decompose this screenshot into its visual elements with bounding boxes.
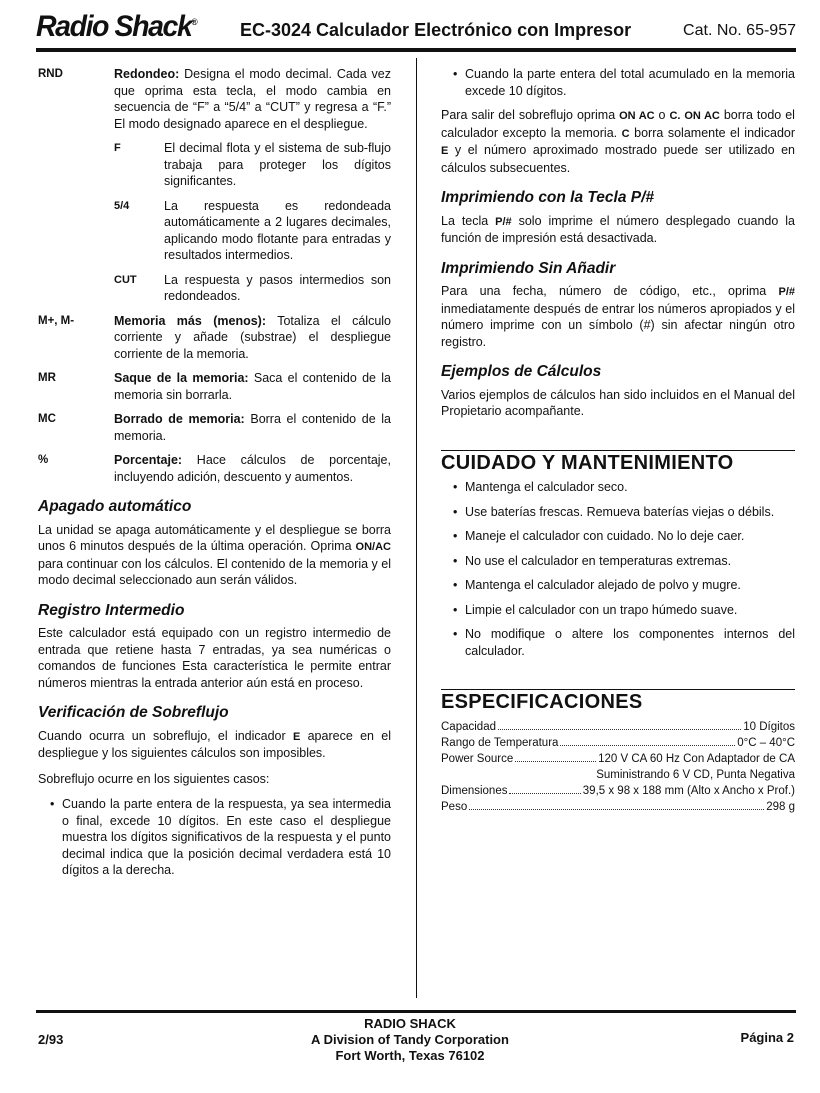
column-divider	[416, 58, 417, 998]
heading-especificaciones: ESPECIFICACIONES	[441, 691, 643, 713]
overflow-indicator-icon: E	[292, 730, 301, 743]
list-item: • Cuando la parte entera del total acumulado en la memoria excede 10 dígitos.	[441, 66, 795, 99]
list-item: • Cuando la parte entera de la respuesta, ya sea intermedia o final, excede 10 dígitos. En este caso el despliegue muestra los dígitos significativos de la respuesta y el punto decimal indica que la posición decimal verdadera está 10 dígitos a la derecha.	[38, 796, 391, 879]
spec-row: Rango de Temperatura 0°C – 40°C	[441, 736, 795, 749]
para-salir: Para salir del sobreflujo oprima ON AC o C. ON AC borra todo el calculador excepto la memoria. C borra solamente el indicador E y el número aproximado mostrado puede ser utilizado en cálculos subsecuentes.	[441, 108, 796, 175]
spec-row: Peso 298 g	[441, 800, 795, 813]
list-item: • No modifique o altere los componentes internos del calculador.	[441, 626, 795, 659]
document-title: EC-3024 Calculador Electrónico con Impresor	[240, 20, 632, 40]
def-54: 5/4 La respuesta es redondeada automáticamente a 2 lugares decimales, aplicando modo flotante para entradas y resultados intermedios.	[114, 198, 391, 262]
def-mplus: M+, M- Memoria más (menos): Totaliza el cálculo corriente y añade (substrae) el despliegue corriente de la memoria.	[38, 313, 392, 361]
def-cut: CUT La respuesta y pasos intermedios son redondeados.	[114, 272, 391, 303]
def-rnd: RND Redondeo: Designa el modo decimal. Cada vez que oprima esta tecla, el modo cambia en secuencia de “F” a “5/4” a “CUT” y regresa a “F.” El modo designado aparece en el despliegue.	[38, 67, 391, 131]
heading-registro: Registro Intermedio	[38, 601, 185, 619]
heading-imprimiendo-tecla: Imprimiendo con la Tecla P/#	[441, 189, 655, 206]
left-column	[38, 66, 391, 887]
page-number: Página 2	[740, 1030, 794, 1045]
footer-rule	[36, 1010, 796, 1013]
para-ejemplos: Varios ejemplos de cálculos han sido incluidos en el Manual del Propietario acompañante.	[441, 387, 795, 418]
header-rule	[36, 48, 796, 52]
list-item: • Maneje el calculador con cuidado. No lo deje caer.	[441, 528, 795, 545]
para-registro: Este calculador está equipado con un registro intermedio de entrada que retiene hasta 7 entradas, ya sea numéricas o comandos de funciones Esta característica le permite entrar números mientras la entrada anterior aún está en proceso.	[38, 626, 391, 690]
page-header	[36, 10, 796, 50]
radio-shack-logo: Radio Shack®	[36, 10, 197, 43]
def-f: F El decimal flota y el sistema de sub-flujo trabaja para proteger los dígitos significantes.	[114, 141, 391, 188]
spec-row: Capacidad 10 Dígitos	[441, 720, 795, 733]
heading-cuidado: CUIDADO Y MANTENIMIENTO	[441, 451, 734, 474]
section-rule	[441, 689, 795, 690]
list-item: • No use el calculador en temperaturas extremas.	[441, 553, 795, 570]
para-imprimiendo-tecla: La tecla P/# solo imprime el número desplegado cuando la función de impresión está desactivada.	[441, 213, 795, 245]
overflow-list-cont	[441, 66, 795, 99]
def-percent: % Porcentaje: Hace cálculos de porcentaje, incluyendo adición, descuento y aumentos.	[38, 453, 391, 484]
spec-table	[441, 719, 795, 815]
heading-imprimiendo-sin: Imprimiendo Sin Añadir	[441, 259, 616, 277]
def-mr: MR Saque de la memoria: Saca el contenido de la memoria sin borrarla.	[38, 371, 391, 402]
catalog-number: Cat. No. 65-957	[683, 22, 796, 39]
list-item: • Limpie el calculador con un trapo húmedo suave.	[441, 602, 795, 619]
list-item: • Mantenga el calculador alejado de polvo y mugre.	[441, 577, 795, 594]
heading-apagado: Apagado automático	[38, 498, 192, 515]
spec-row: Dimensiones 39,5 x 98 x 188 mm (Alto x Ancho x Prof.)	[441, 784, 795, 797]
def-mc: MC Borrado de memoria: Borra el contenido de la memoria.	[38, 412, 391, 443]
para-imprimiendo-sin: Para una fecha, número de código, etc., oprima P/# inmediatamente después de entrar los números apropiados y el número imprime con un símbolo (#) sin afectar ningún otro registro.	[441, 284, 795, 349]
spec-row: Power Source 120 V CA 60 Hz Con Adaptador de CA	[441, 752, 795, 765]
list-item: • Mantenga el calculador seco.	[441, 479, 795, 496]
right-column	[441, 66, 795, 815]
spec-row-cont: Suministrando 6 V CD, Punta Negativa	[596, 768, 795, 781]
footer-company: RADIO SHACK A Division of Tandy Corporation Fort Worth, Texas 76102	[311, 1016, 509, 1063]
footer-date: 2/93	[38, 1032, 64, 1047]
list-item: • Use baterías frescas. Remueva baterías viejas o débils.	[441, 504, 795, 521]
para-sobreflujo-casos: Sobreflujo ocurre en los siguientes casos:	[38, 771, 270, 786]
overflow-list	[38, 796, 391, 879]
section-rule	[441, 450, 795, 451]
heading-sobreflujo: Verificación de Sobreflujo	[38, 704, 229, 721]
para-sobreflujo: Cuando ocurra un sobreflujo, el indicador E aparece en el despliegue y los siguientes cálculos son imposibles.	[38, 728, 391, 760]
para-apagado: La unidad se apaga automáticamente y el despliegue se borra unos 6 minutos después de la última operación. Oprima ON/AC para continuar con los cálculos. El contenido de la memoria y el modo decimal seleccionado aun serán válidos.	[38, 522, 391, 587]
heading-ejemplos: Ejemplos de Cálculos	[441, 363, 602, 380]
care-list	[441, 479, 795, 659]
